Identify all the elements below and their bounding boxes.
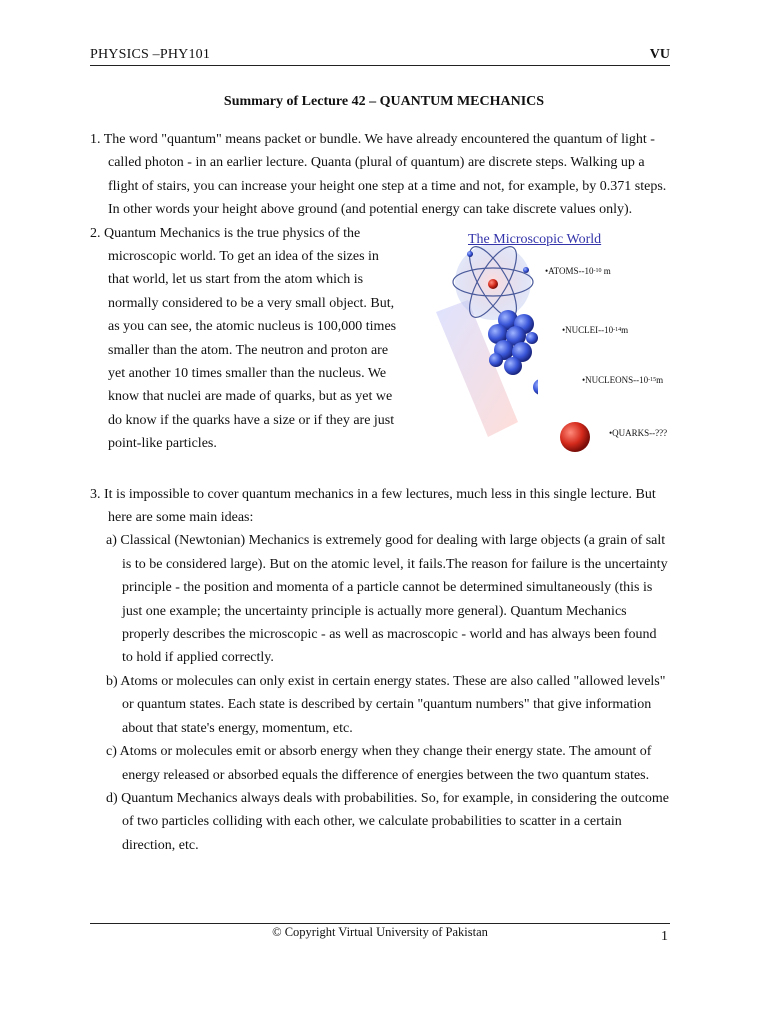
quark-illustration [548, 412, 608, 462]
paragraph-2-section [90, 222, 670, 469]
page-number: 1 [661, 929, 668, 944]
quarks-scale-label: •QUARKS--??? [609, 427, 668, 438]
scale-illustration [358, 222, 538, 467]
atoms-scale-label: $•ATOMS--10^{-10}$ m [545, 265, 611, 276]
paragraph-3: 3. It is impossible to cover quantum mechanics in a few lectures, much less in this single lecture. But here are some main ideas: [90, 486, 656, 526]
paragraph-2: 2. Quantum Mechanics is the true physics of the microscopic world. To get an idea of the sizes in that world, let us start from the atom which is normally considered to be a very small object. But, as you can see, the atomic nucleus is 100,000 times smaller than the atom. The neutron and proton are yet another 10 times smaller than the nucleus. We know that nuclei are made of quarks, but as yet we do know if the quarks have a size or if they are just point-like particles. [90, 225, 397, 452]
nucleons-pair [533, 372, 538, 395]
nucleons-scale-label: $•NUCLEONS--10^{-15}m$ [582, 374, 664, 385]
page-footer [90, 923, 670, 944]
list-item-a: a) Classical (Newtonian) Mechanics is extremely good for dealing with large objects (a grain of salt is to be considered large). But on the atomic level, it fails.The reason for failure is the uncertainty principle - the position and momenta of a particle cannot be determined simultaneously (this is just one example; the uncertainty principle is actually more general). Quantum Mechanics properly describes the microscopic - as well as macroscopic - world and has always been found to hold if applied correctly. [106, 533, 668, 666]
list-item-c: c) Atoms or molecules emit or absorb energy when they change their energy state. The amount of energy released or absorbed equals the difference of energies between the two quantum states. [106, 744, 652, 783]
course-code: PHYSICS –PHY101 [90, 47, 211, 62]
institution-abbrev: VU [649, 47, 670, 62]
microscopic-world-figure [358, 222, 678, 467]
page-header [90, 45, 670, 66]
nuclei-scale-label: $•NUCLEI--10^{-14}m$ [562, 324, 629, 335]
paragraph-1: 1. The word "quantum" means packet or bundle. We have already encountered the quantum of light - called photon - in an earlier lecture. Quanta (plural of quantum) are discrete steps. Walking up a flight of stairs, you can increase your height one step at a time and not, for example, by 0.371 steps. In other words your height above ground (and potential energy can take discrete values only). [90, 132, 667, 218]
electron [523, 267, 529, 273]
quark-sphere [560, 422, 590, 452]
atom-nucleus-dot [488, 279, 498, 289]
list-item-b: b) Atoms or molecules can only exist in certain energy states. These are also called "allowed levels" or quantum states. Each state is described by certain "quantum numbers" that give information about that state's energy, momentum, etc. [106, 673, 666, 736]
copyright-notice: © Copyright Virtual University of Pakistan [272, 925, 488, 939]
page-title: Summary of Lecture 42 – QUANTUM MECHANICS [223, 94, 545, 109]
document-body [90, 128, 670, 857]
figure-title: The Microscopic World [468, 231, 602, 247]
electron [467, 251, 473, 257]
list-item-d: d) Quantum Mechanics always deals with probabilities. So, for example, in considering the outcome of two particles colliding with each other, we calculate probabilities to scatter in a certain direction, etc. [106, 790, 669, 853]
